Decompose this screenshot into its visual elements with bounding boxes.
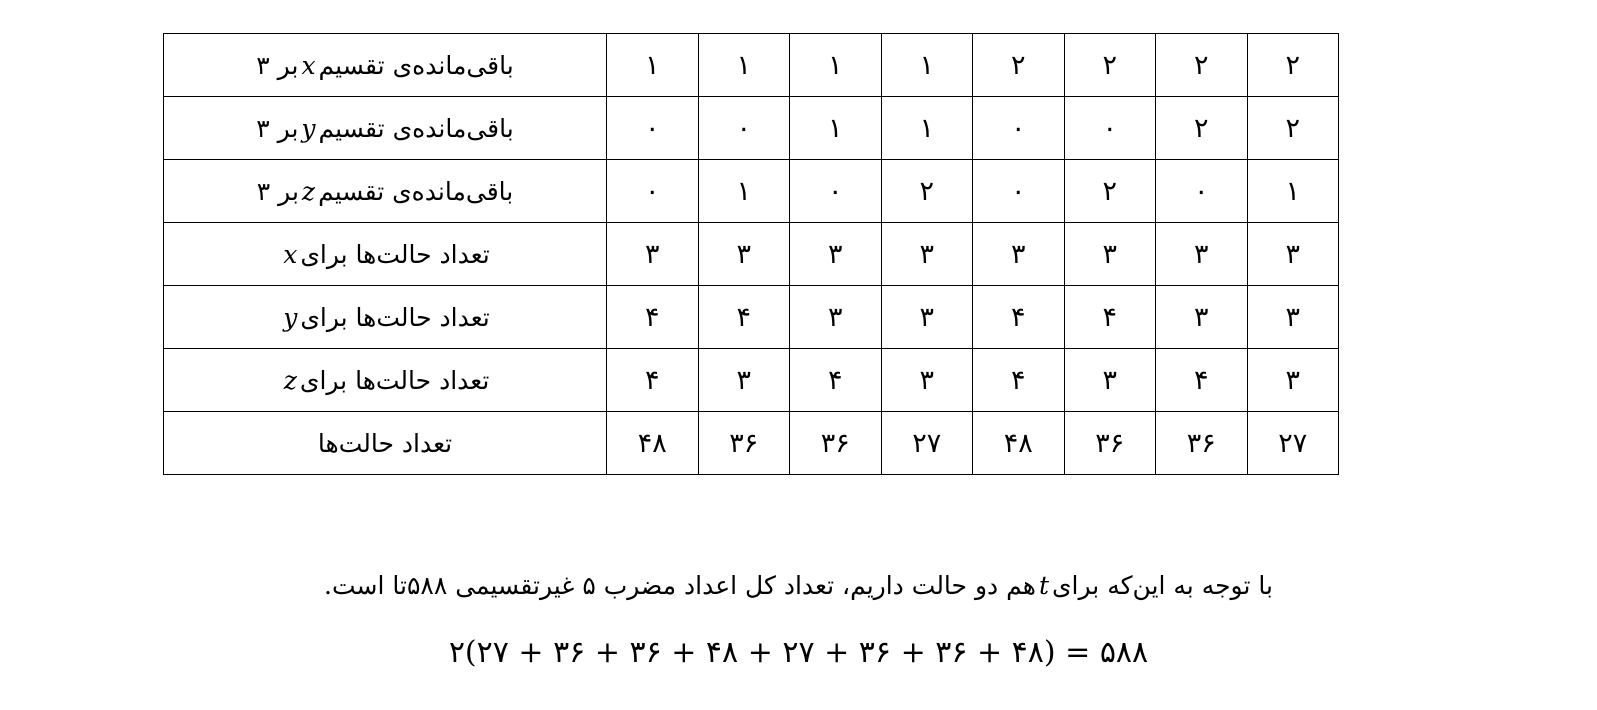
table-row	[164, 412, 1339, 475]
states-table	[163, 33, 1339, 475]
table-cell: ۲	[1247, 97, 1339, 160]
table-cell: ۰	[790, 160, 882, 223]
row-label-suffix: بر ۳	[256, 113, 299, 143]
math-variable: z	[283, 365, 297, 395]
row-label	[164, 97, 607, 160]
table-cell: ۳۶	[790, 412, 882, 475]
table-cell: ۱	[1247, 160, 1339, 223]
table-cell: ۴۸	[973, 412, 1065, 475]
math-variable: y	[283, 302, 298, 332]
table-cell: ۰	[607, 160, 699, 223]
paragraph-part-1: با توجه به این‌که برای	[1051, 571, 1273, 600]
table-cell: ۴	[973, 349, 1065, 412]
paragraph-part-2: هم دو حالت داریم، تعداد کل اعداد مضرب ۵ غیرتقسیمی ۵۸۸تا است.	[324, 571, 1036, 600]
table-row	[164, 223, 1339, 286]
row-label-text: تعداد حالت‌ها برای	[300, 239, 490, 269]
table-cell: ۲۷	[881, 412, 973, 475]
row-label	[164, 286, 607, 349]
table-cell: ۴	[607, 349, 699, 412]
table-cell: ۲۷	[1247, 412, 1339, 475]
table-cell: ۲	[1156, 34, 1248, 97]
table-cell: ۳۶	[1064, 412, 1156, 475]
table-cell: ۳	[881, 223, 973, 286]
row-label-text: تعداد حالت‌ها برای	[299, 365, 490, 395]
explanation-paragraph	[0, 571, 1597, 600]
table-row	[164, 349, 1339, 412]
table-cell: ۰	[973, 160, 1065, 223]
table-cell: ۰	[607, 97, 699, 160]
row-label: تعداد حالت‌ها	[164, 412, 607, 475]
table-row	[164, 97, 1339, 160]
row-label-suffix: بر ۳	[256, 176, 299, 206]
table-cell: ۳	[607, 223, 699, 286]
math-variable: z	[301, 176, 316, 206]
table-cell: ۳	[1247, 349, 1339, 412]
table-cell: ۱	[881, 34, 973, 97]
table-cell: ۳	[1064, 349, 1156, 412]
table-cell: ۳	[881, 349, 973, 412]
table-cell: ۲	[1064, 160, 1156, 223]
states-table-body	[164, 34, 1339, 475]
table-cell: ۰	[973, 97, 1065, 160]
equation-line	[0, 635, 1597, 670]
table-cell: ۳	[698, 349, 790, 412]
table-cell: ۲	[1156, 97, 1248, 160]
table-cell: ۳۶	[698, 412, 790, 475]
table-cell: ۱	[881, 97, 973, 160]
table-cell: ۳	[1156, 286, 1248, 349]
row-label-text: باقی‌مانده‌ی تقسیم	[318, 113, 514, 143]
table-cell: ۰	[1064, 97, 1156, 160]
math-variable: x	[301, 50, 316, 80]
math-variable: x	[283, 239, 298, 269]
row-label-text: باقی‌مانده‌ی تقسیم	[318, 50, 514, 80]
table-cell: ۴	[607, 286, 699, 349]
math-variable: y	[301, 113, 316, 143]
table-cell: ۳	[1064, 223, 1156, 286]
row-label-text: تعداد حالت‌ها برای	[300, 302, 490, 332]
states-table-container	[201, 33, 1339, 475]
table-cell: ۱	[698, 34, 790, 97]
table-cell: ۳	[1247, 223, 1339, 286]
equation-text: ۲(۲۷ + ۳۶ + ۳۶ + ۴۸ + ۲۷ + ۳۶ + ۳۶ + ۴۸) = ۵۸۸	[448, 635, 1149, 670]
table-cell: ۲	[881, 160, 973, 223]
table-cell: ۳	[698, 223, 790, 286]
row-label-text: باقی‌مانده‌ی تقسیم	[318, 176, 514, 206]
table-cell: ۳	[790, 223, 882, 286]
table-cell: ۲	[973, 34, 1065, 97]
row-label-suffix: بر ۳	[256, 50, 299, 80]
row-label	[164, 34, 607, 97]
table-row	[164, 34, 1339, 97]
table-cell: ۴	[698, 286, 790, 349]
table-cell: ۴	[1064, 286, 1156, 349]
table-cell: ۰	[1156, 160, 1248, 223]
table-cell: ۱	[607, 34, 699, 97]
table-cell: ۳	[790, 286, 882, 349]
table-cell: ۴	[973, 286, 1065, 349]
row-label	[164, 223, 607, 286]
table-cell: ۳	[1247, 286, 1339, 349]
table-cell: ۱	[698, 160, 790, 223]
row-label	[164, 349, 607, 412]
table-row	[164, 286, 1339, 349]
math-variable: t	[1038, 571, 1049, 600]
table-cell: ۳	[881, 286, 973, 349]
table-cell: ۲	[1064, 34, 1156, 97]
table-cell: ۳	[973, 223, 1065, 286]
table-cell: ۳	[1156, 223, 1248, 286]
table-cell: ۰	[698, 97, 790, 160]
row-label	[164, 160, 607, 223]
table-row	[164, 160, 1339, 223]
table-cell: ۱	[790, 97, 882, 160]
table-cell: ۳۶	[1156, 412, 1248, 475]
table-cell: ۲	[1247, 34, 1339, 97]
table-cell: ۱	[790, 34, 882, 97]
table-cell: ۴	[790, 349, 882, 412]
table-cell: ۴۸	[607, 412, 699, 475]
table-cell: ۴	[1156, 349, 1248, 412]
